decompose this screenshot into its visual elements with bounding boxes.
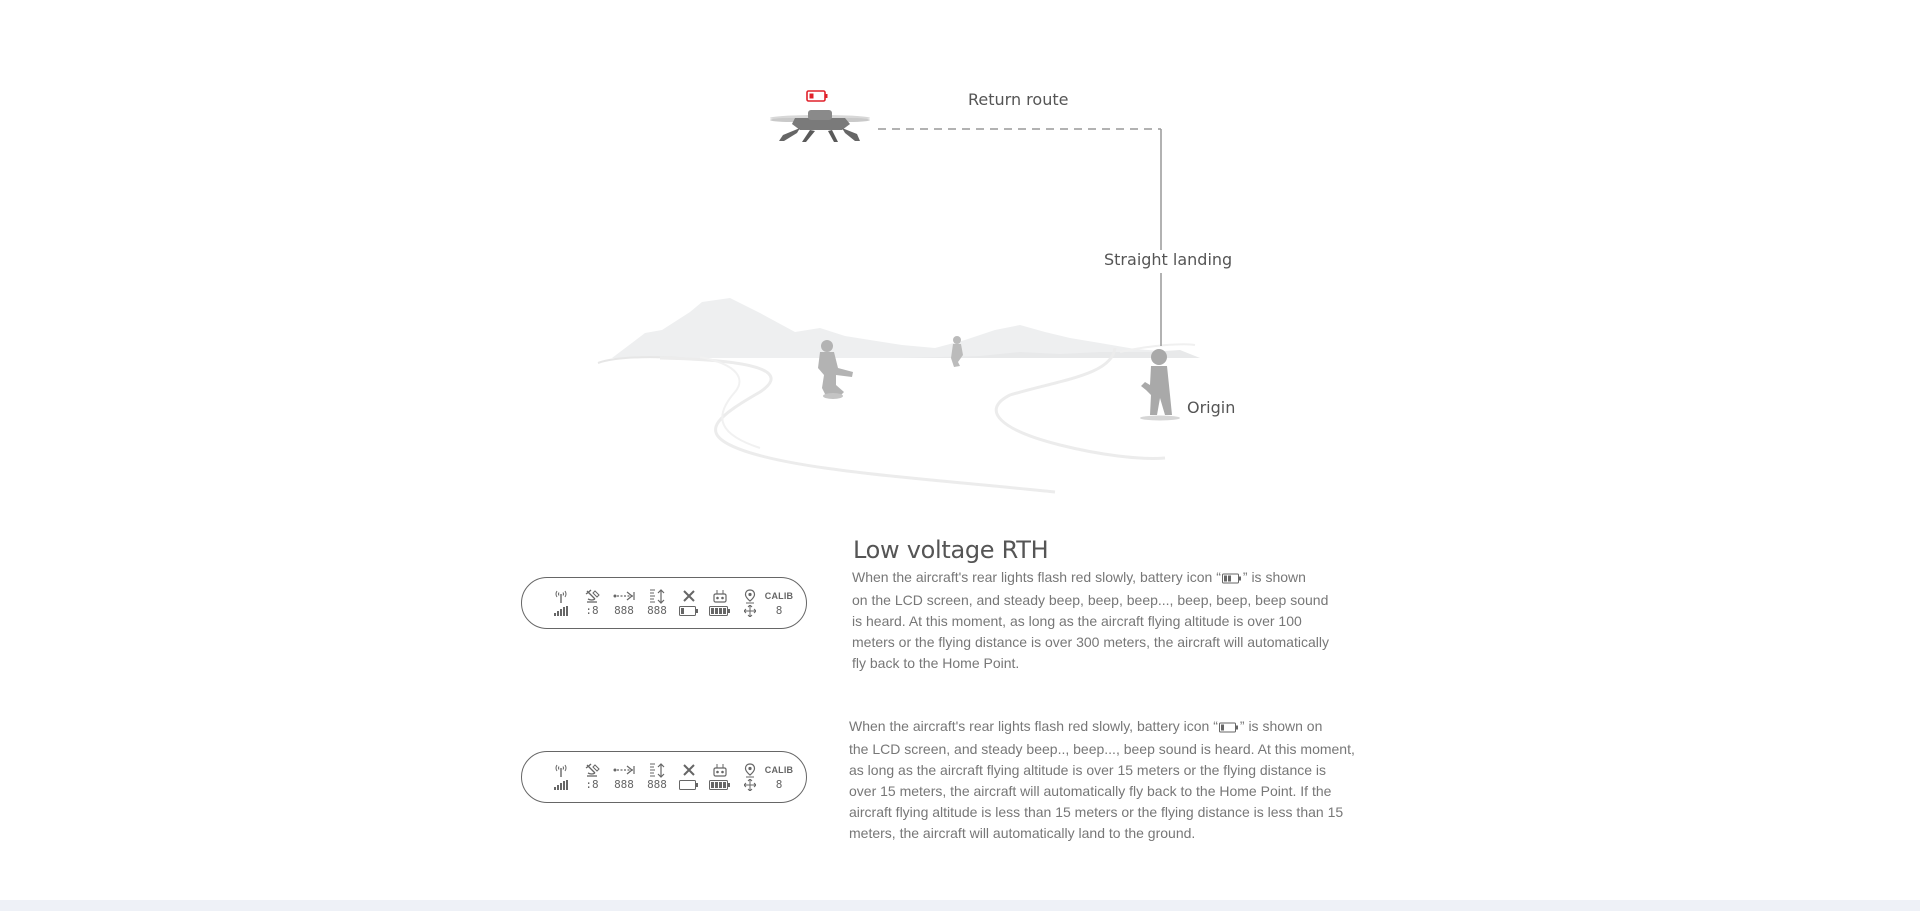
- winding-path-left: [660, 358, 1055, 492]
- lcd-col-altitude: [643, 588, 671, 618]
- lcd-col-altitude: [643, 762, 671, 792]
- signal-bars-icon: [547, 604, 575, 618]
- battery-low-icon: [675, 604, 703, 618]
- section-title: Low voltage RTH: [853, 536, 1049, 564]
- move-arrows-icon: [736, 604, 764, 618]
- lcd-col-controller: [706, 762, 734, 792]
- altitude-icon: [643, 762, 671, 778]
- location-pin-icon: [736, 762, 764, 778]
- calib-label: CALIB: [764, 765, 794, 775]
- lcd-col-distance: [610, 588, 638, 618]
- antenna-icon: [547, 588, 575, 604]
- lcd-col-signal: [547, 762, 575, 792]
- controller-icon: [706, 588, 734, 604]
- low-voltage-paragraph-1: [852, 567, 1412, 674]
- winding-path-right: [996, 348, 1165, 458]
- antenna-icon: [547, 762, 575, 778]
- calib-digit: 8: [775, 604, 783, 617]
- altitude-readout: 888: [647, 778, 667, 791]
- winding-path-left-inner: [700, 357, 760, 448]
- footer-band: [0, 900, 1920, 911]
- propeller-off-icon: [675, 588, 703, 604]
- lcd-col-satellite: [578, 588, 606, 618]
- operator-figure: [1140, 349, 1180, 421]
- lcd-col-signal: [547, 588, 575, 618]
- lcd-display-panel: [521, 751, 807, 803]
- controller-icon: [706, 762, 734, 778]
- low-battery-icon: [807, 91, 828, 101]
- low-voltage-paragraph-2: [849, 716, 1419, 844]
- calib-digit: 8: [775, 778, 783, 791]
- location-pin-icon: [736, 588, 764, 604]
- distance-icon: [610, 762, 638, 778]
- satellite-count: :8: [585, 604, 599, 617]
- straight-landing-label: Straight landing: [1104, 250, 1233, 269]
- lcd-display-panel: [521, 577, 807, 629]
- return-route-label: Return route: [968, 90, 1069, 109]
- battery-full-icon: [706, 604, 734, 618]
- mountain-range: [612, 298, 1200, 358]
- propeller-off-icon: [675, 762, 703, 778]
- lcd-col-distance: [610, 762, 638, 792]
- distance-readout: 888: [614, 604, 634, 617]
- lcd-col-motor: [675, 588, 703, 618]
- satellite-icon: [578, 762, 606, 778]
- lcd-col-gps: [736, 762, 764, 792]
- lcd-col-satellite: [578, 762, 606, 792]
- battery-full-icon: [706, 778, 734, 792]
- altitude-icon: [643, 588, 671, 604]
- drone-icon: [770, 110, 870, 142]
- origin-label: Origin: [1187, 398, 1236, 417]
- satellite-icon: [578, 588, 606, 604]
- lcd-col-calib: [764, 762, 794, 792]
- lcd-col-calib: [764, 588, 794, 618]
- battery-low-icon: [1222, 569, 1242, 590]
- altitude-readout: 888: [647, 604, 667, 617]
- lcd-col-motor: [675, 762, 703, 792]
- lcd-col-controller: [706, 588, 734, 618]
- move-arrows-icon: [736, 778, 764, 792]
- distance-readout: 888: [614, 778, 634, 791]
- battery-empty-icon: [675, 778, 703, 792]
- signal-bars-icon: [547, 778, 575, 792]
- battery-empty-icon: [1219, 718, 1239, 739]
- distance-icon: [610, 588, 638, 604]
- calib-label: CALIB: [764, 591, 794, 601]
- paragraph-text: When the aircraft's rear lights flash red slowly, battery icon “: [852, 569, 1221, 585]
- satellite-count: :8: [585, 778, 599, 791]
- paragraph-text: ” is shown on the LCD screen, and steady beep.., beep..., beep sound is heard. At this moment, as long as the aircraft flying altitude is over 15 meters or the flying distance is over 15 meters, the aircraft will automatically fly back to the Home Point. If the aircraft flying altitude is less than 15 meters or the flying distance is less than 15 meters, the aircraft will automatically land to the ground.: [849, 718, 1355, 841]
- paragraph-text: When the aircraft's rear lights flash red slowly, battery icon “: [849, 718, 1218, 734]
- skier-figure: [951, 336, 963, 367]
- lcd-col-gps: [736, 588, 764, 618]
- paragraph-text: ” is shown on the LCD screen, and steady beep, beep, beep..., beep, beep, beep sound is heard. At this moment, as long as the aircraft flying altitude is over 100 meters or the flying distance is over 300 meters, the aircraft will automatically fly back to the Home Point.: [852, 569, 1329, 671]
